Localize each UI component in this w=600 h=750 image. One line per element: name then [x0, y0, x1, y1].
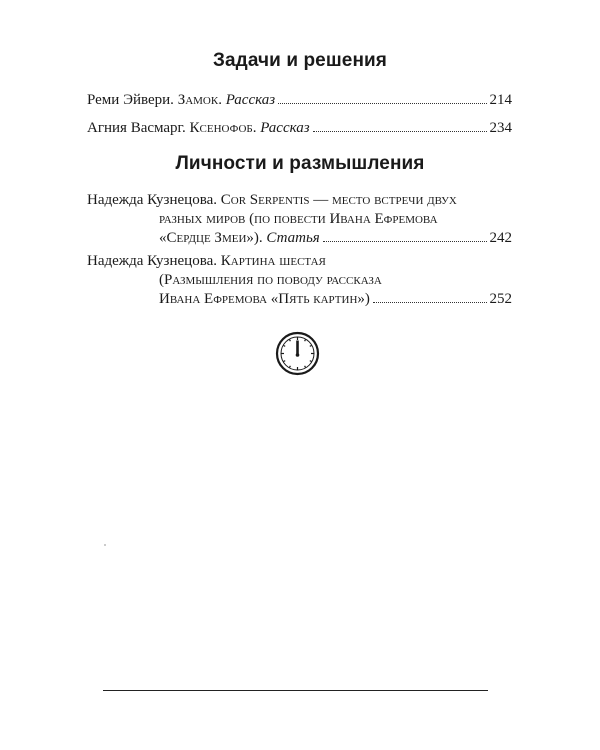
- entry-title-line: Картина шестая: [220, 253, 326, 269]
- entry-title-line: Cor Serpentis — место встречи двух: [220, 192, 457, 208]
- entry-page-number: 252: [489, 291, 512, 307]
- toc-entry[interactable]: [87, 91, 512, 110]
- entry-page-number: 214: [489, 92, 512, 108]
- toc-entry[interactable]: [87, 252, 512, 309]
- toc-entry[interactable]: [87, 191, 512, 248]
- entry-title: Ксенофоб.: [189, 120, 257, 136]
- scan-speck: [104, 544, 106, 546]
- entry-author: Надежда Кузнецова.: [87, 253, 217, 269]
- dot-leader: [313, 131, 487, 132]
- entry-author: Реми Эйвери.: [87, 92, 174, 108]
- entry-title-line: разных миров (по повести Ивана Ефремова: [159, 211, 438, 227]
- entry-title: Замок.: [177, 92, 222, 108]
- entry-title-line: (Размышления по поводу рассказа: [159, 272, 382, 288]
- entry-page-number: 234: [489, 120, 512, 136]
- entry-title-line: Ивана Ефремова «Пять картин»): [159, 291, 370, 307]
- entry-title-line: «Сердце Змеи»).: [159, 230, 263, 246]
- dot-leader: [278, 103, 486, 104]
- dot-leader: [373, 302, 487, 303]
- entry-genre: Рассказ: [225, 92, 276, 108]
- entry-genre: Рассказ: [260, 120, 310, 136]
- dot-leader: [323, 241, 487, 242]
- toc-entry[interactable]: [87, 119, 512, 138]
- section-title-personalities-and-reflections: Личности и размышления: [175, 153, 425, 174]
- entry-author: Надежда Кузнецова.: [87, 192, 217, 208]
- section-title-tasks-and-solutions: Задачи и решения: [213, 50, 387, 71]
- clock-icon: [275, 331, 320, 376]
- entry-genre: Статья: [266, 230, 320, 246]
- entry-page-number: 242: [489, 230, 512, 246]
- entry-author: Агния Васмарг.: [87, 120, 186, 136]
- bottom-rule: [103, 690, 488, 691]
